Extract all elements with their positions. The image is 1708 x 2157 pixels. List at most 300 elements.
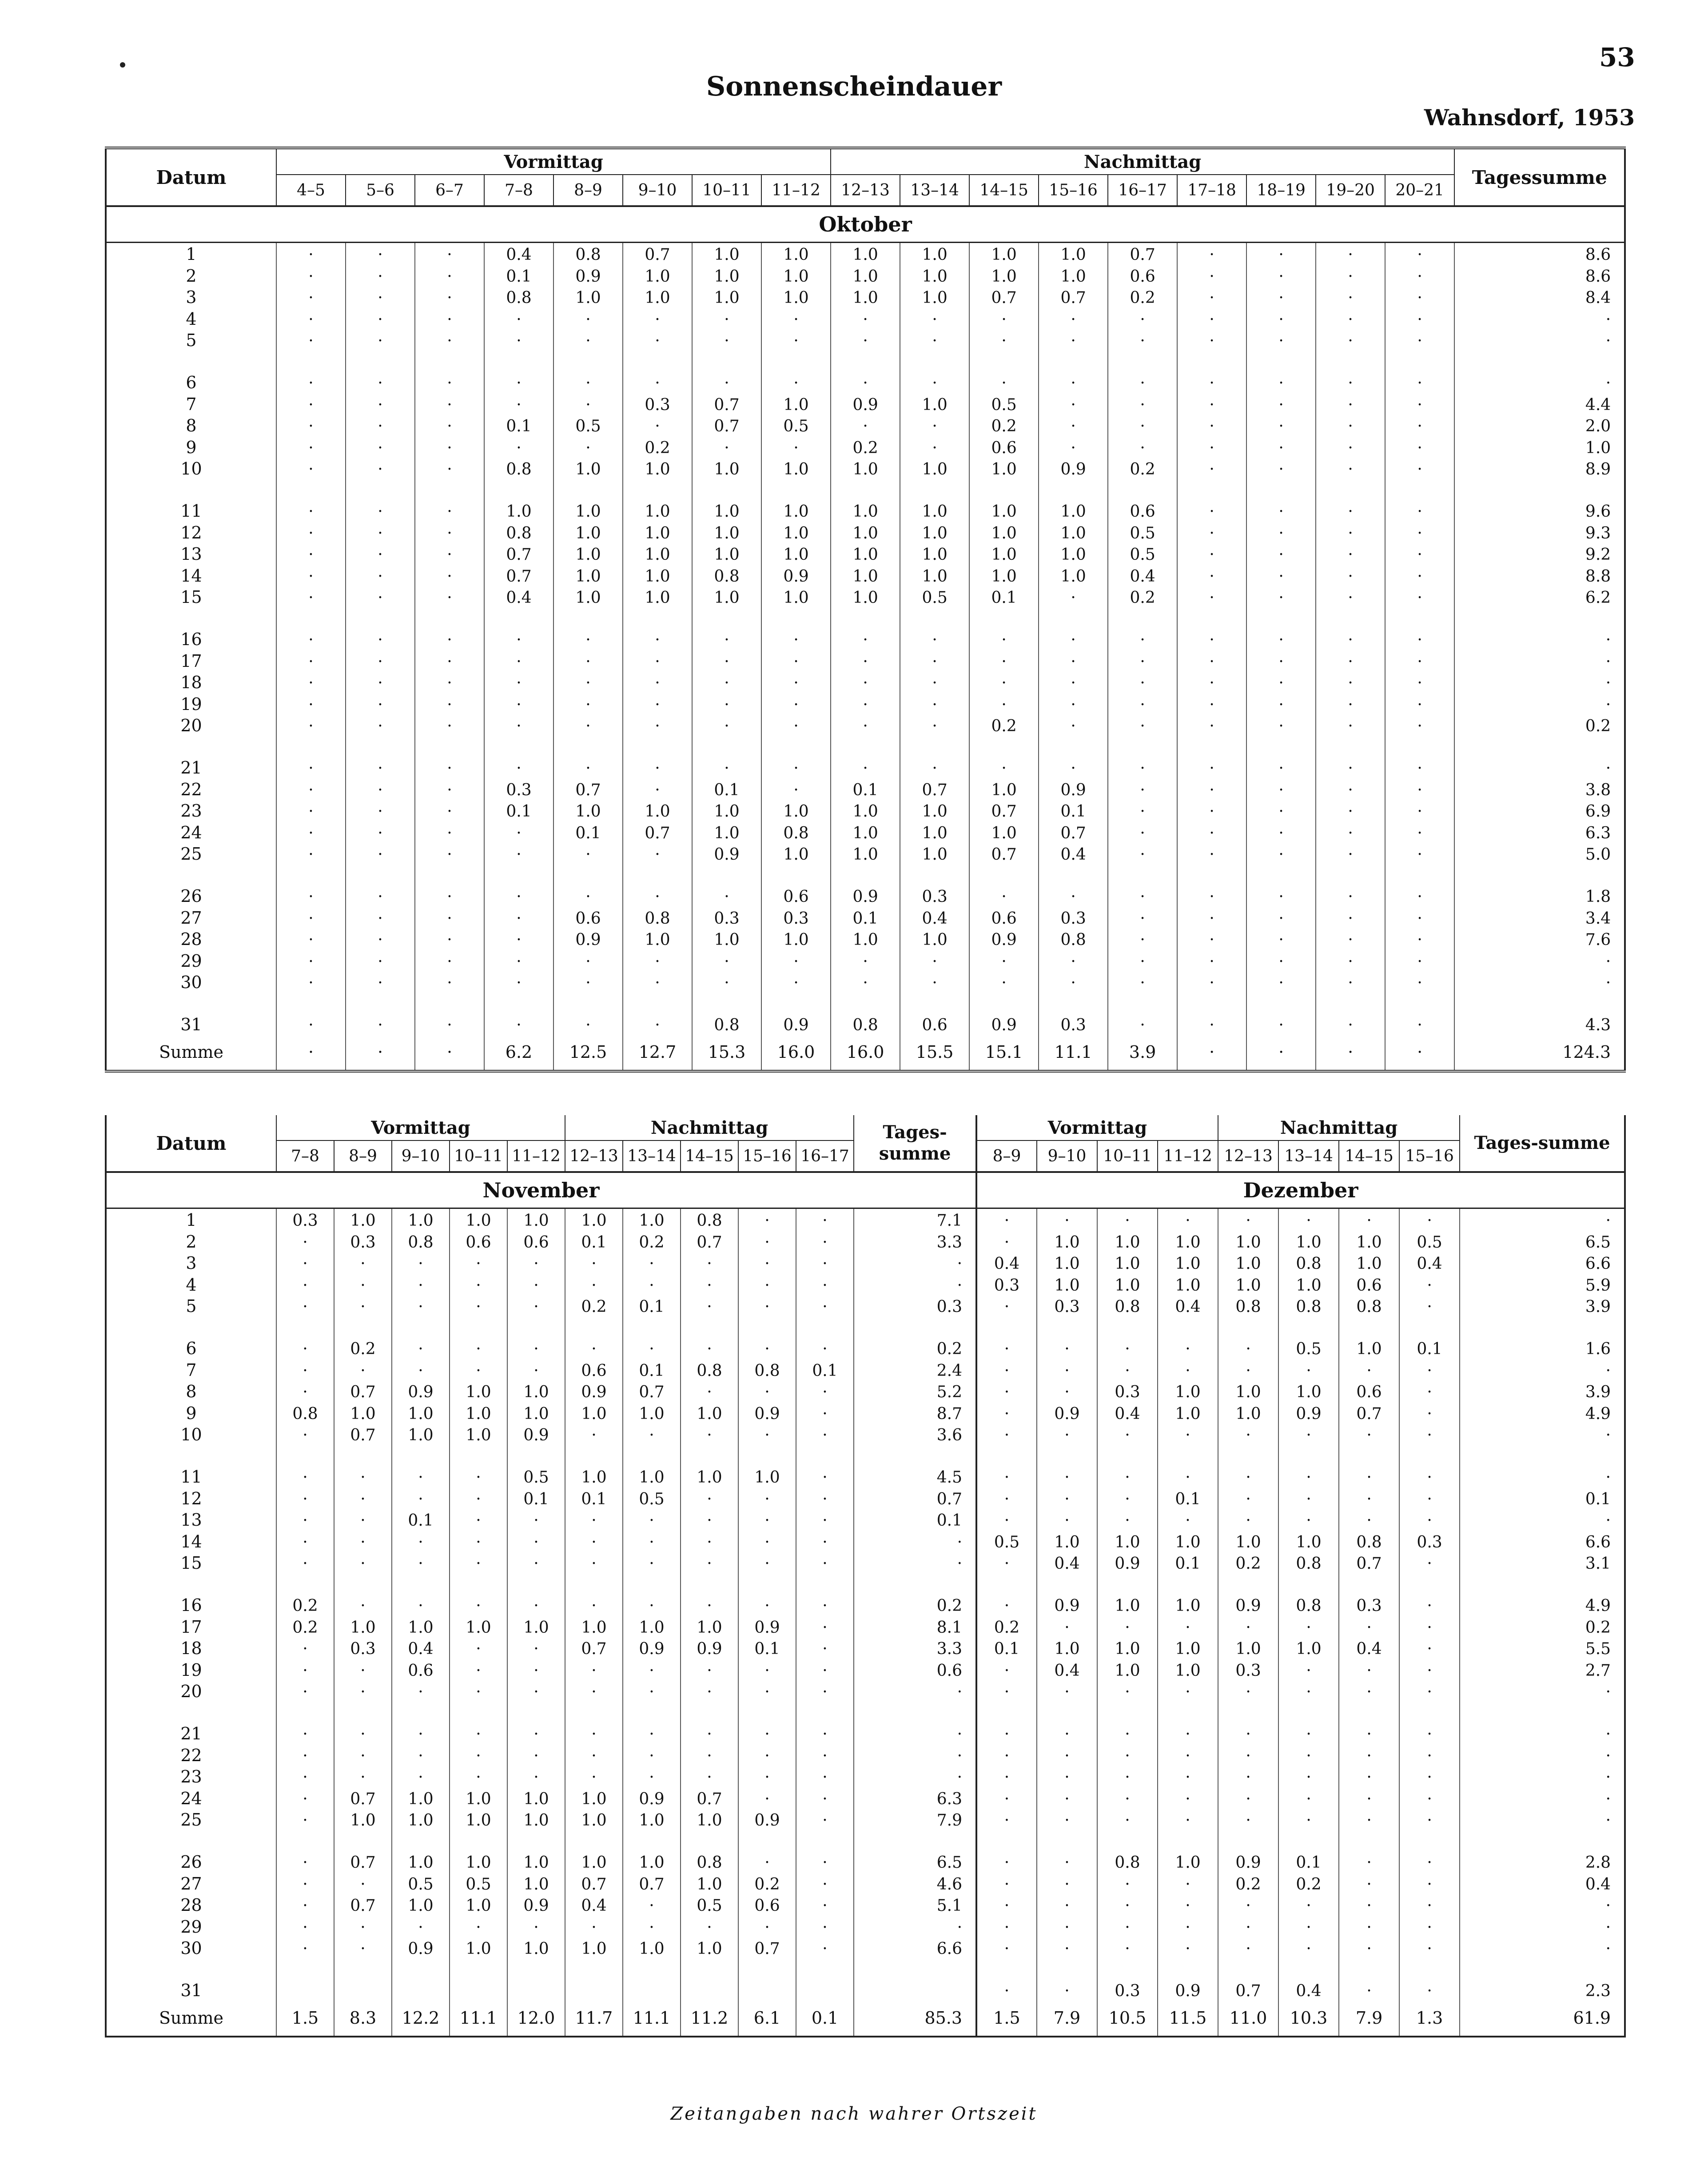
table-row xyxy=(976,1551,1625,1573)
hour-value-cell: 1.0 xyxy=(1339,1230,1399,1252)
hour-value-cell: · xyxy=(681,1530,738,1551)
hour-value-cell: 1.0 xyxy=(623,1444,681,1487)
hour-value-cell: · xyxy=(976,1423,1037,1445)
hour-value-cell: · xyxy=(450,1316,507,1358)
hour-value-cell: · xyxy=(1218,1508,1278,1530)
hour-value-cell: 1.0 xyxy=(623,457,692,479)
hour-value-cell: · xyxy=(1246,329,1316,351)
hour-value-cell: · xyxy=(681,1915,738,1937)
hour-value-cell: · xyxy=(415,542,484,564)
hour-value-cell: · xyxy=(415,414,484,436)
hour-value-cell: · xyxy=(1399,1701,1460,1743)
hour-column-header: 16–17 xyxy=(1108,175,1177,206)
hour-value-cell: 0.1 xyxy=(1039,799,1108,821)
hour-value-cell: · xyxy=(1316,243,1385,264)
table-row xyxy=(106,1316,976,1358)
hour-value-cell: 0.9 xyxy=(738,1808,796,1830)
hour-value-cell: 1.0 xyxy=(761,842,831,864)
day-total-cell: · xyxy=(957,1918,963,1937)
table-row xyxy=(976,1316,1625,1358)
hour-value-cell: 1.0 xyxy=(831,457,900,479)
hour-value-cell: · xyxy=(1316,928,1385,949)
hour-value-cell: 1.0 xyxy=(900,821,969,842)
hour-value-cell: · xyxy=(346,586,415,607)
hour-value-cell: · xyxy=(831,607,900,649)
hour-value-cell: 0.1 xyxy=(692,777,761,799)
hour-value-cell: · xyxy=(1316,906,1385,928)
month-label-dezember: Dezember xyxy=(976,1172,1625,1208)
hour-value-cell: · xyxy=(450,1658,507,1680)
date-cell: 6 xyxy=(106,350,276,392)
hour-value-cell: 0.7 xyxy=(623,1380,681,1402)
hour-value-cell: 1.0 xyxy=(507,1872,565,1894)
hour-value-cell: 1.0 xyxy=(1218,1530,1278,1551)
hour-value-cell: · xyxy=(761,671,831,693)
hour-value-cell: · xyxy=(1385,799,1454,821)
hour-value-cell: · xyxy=(276,992,346,1034)
hour-value-cell: 1.0 xyxy=(692,542,761,564)
hour-value-cell: · xyxy=(976,1508,1037,1530)
hour-value-cell: · xyxy=(484,821,553,842)
hour-value-cell: 0.2 xyxy=(276,1573,334,1615)
hour-value-cell: 1.0 xyxy=(681,1937,738,1958)
hour-value-cell: · xyxy=(1339,1915,1399,1937)
hour-value-cell: 1.0 xyxy=(1039,542,1108,564)
hour-value-cell: · xyxy=(415,243,484,264)
hour-column-header: 6–7 xyxy=(415,175,484,206)
hour-value-cell: 0.7 xyxy=(623,243,692,264)
hour-value-cell: · xyxy=(415,478,484,521)
hour-value-cell: · xyxy=(623,1423,681,1445)
hour-value-cell: 1.0 xyxy=(623,586,692,607)
table-row xyxy=(976,1658,1625,1680)
hour-value-cell: · xyxy=(1218,1358,1278,1380)
hour-value-cell: · xyxy=(623,1743,681,1765)
hour-value-cell: · xyxy=(796,1743,854,1765)
hour-value-cell: · xyxy=(1037,1316,1097,1358)
hour-value-cell: · xyxy=(1385,586,1454,607)
hour-value-cell: · xyxy=(976,1958,1037,2000)
hour-value-cell: · xyxy=(1339,1208,1399,1230)
hour-value-cell: · xyxy=(334,1915,392,1937)
hour-value-cell: · xyxy=(1177,542,1246,564)
hour-value-cell: · xyxy=(1316,286,1385,307)
hour-value-cell: · xyxy=(681,1680,738,1702)
hour-value-cell: · xyxy=(1108,735,1177,777)
hour-value-cell: 1.0 xyxy=(761,799,831,821)
hour-value-cell: 0.8 xyxy=(1339,1530,1399,1551)
hour-value-cell: 1.0 xyxy=(450,1380,507,1402)
day-total-cell: 5.9 xyxy=(1585,1276,1611,1295)
table-row xyxy=(106,329,1625,351)
table-row xyxy=(106,1573,976,1615)
hour-value-cell: · xyxy=(415,714,484,736)
hour-value-cell: 1.0 xyxy=(761,286,831,307)
hour-value-cell: 0.4 xyxy=(1339,1637,1399,1659)
hour-value-cell: 1.0 xyxy=(692,586,761,607)
hour-value-cell: 1.0 xyxy=(392,1830,450,1872)
hour-value-cell: 0.4 xyxy=(1108,564,1177,586)
hour-value-cell: · xyxy=(276,435,346,457)
table-row xyxy=(106,1551,976,1573)
hour-value-cell: · xyxy=(831,714,900,736)
hour-value-cell: · xyxy=(553,992,623,1034)
hour-sum-cell: 8.3 xyxy=(334,2000,392,2037)
hour-value-cell: · xyxy=(276,671,346,693)
hour-value-cell: · xyxy=(565,1273,623,1295)
hour-value-cell: 1.0 xyxy=(450,1423,507,1445)
hour-value-cell: · xyxy=(334,1765,392,1787)
table-row xyxy=(976,1637,1625,1659)
hour-value-cell: 0.8 xyxy=(1278,1252,1339,1273)
hour-value-cell: 0.8 xyxy=(761,821,831,842)
hour-value-cell: 0.7 xyxy=(681,1786,738,1808)
hour-value-cell: · xyxy=(1108,906,1177,928)
hour-value-cell: 0.3 xyxy=(976,1273,1037,1295)
hour-value-cell: · xyxy=(1039,392,1108,414)
hour-value-cell: · xyxy=(507,1530,565,1551)
hour-value-cell: · xyxy=(1339,1615,1399,1637)
date-cell: 21 xyxy=(106,1701,276,1743)
hour-value-cell: · xyxy=(831,414,900,436)
hour-value-cell: · xyxy=(276,1230,334,1252)
hour-value-cell: 1.0 xyxy=(565,1401,623,1423)
hour-value-cell: · xyxy=(276,1508,334,1530)
hour-value-cell: 0.5 xyxy=(976,1530,1037,1551)
hour-value-cell: · xyxy=(969,607,1039,649)
hour-value-cell: · xyxy=(1097,1872,1158,1894)
table-row xyxy=(976,1830,1625,1872)
hour-value-cell: 0.9 xyxy=(761,992,831,1034)
date-cell: 10 xyxy=(106,457,276,479)
hour-value-cell: · xyxy=(1246,714,1316,736)
hour-value-cell: 0.7 xyxy=(1108,243,1177,264)
day-total-cell: · xyxy=(1605,1426,1611,1445)
hour-value-cell: · xyxy=(450,1551,507,1573)
hour-value-cell: · xyxy=(796,1487,854,1508)
hour-value-cell: 1.0 xyxy=(1278,1530,1339,1551)
hour-value-cell: · xyxy=(681,1765,738,1787)
table-row xyxy=(106,1273,976,1295)
hour-value-cell: · xyxy=(692,607,761,649)
hour-value-cell: · xyxy=(623,307,692,329)
table-row xyxy=(106,1743,976,1765)
day-total-cell: 1.6 xyxy=(1585,1340,1611,1359)
hour-value-cell: · xyxy=(415,735,484,777)
hour-column-header: 18–19 xyxy=(1246,175,1316,206)
hour-value-cell: · xyxy=(1039,350,1108,392)
hour-value-cell: · xyxy=(415,842,484,864)
hour-value-cell: · xyxy=(346,928,415,949)
day-total-cell: · xyxy=(1605,1897,1611,1915)
day-total-cell: · xyxy=(1605,1940,1611,1958)
hour-value-cell: 0.4 xyxy=(1278,1958,1339,2000)
hour-value-cell: · xyxy=(415,821,484,842)
hour-value-cell: · xyxy=(507,1915,565,1937)
hour-value-cell: · xyxy=(1158,1786,1218,1808)
vormittag-header: Vormittag xyxy=(276,1115,565,1140)
hour-column-header: 20–21 xyxy=(1385,175,1454,206)
hour-value-cell: · xyxy=(1246,799,1316,821)
hour-sum-cell: · xyxy=(1246,1034,1316,1071)
hour-sum-cell: 11.1 xyxy=(623,2000,681,2037)
day-total-cell: 6.3 xyxy=(936,1790,963,1808)
day-total-cell: · xyxy=(1605,310,1611,329)
hour-value-cell: 1.0 xyxy=(1097,1230,1158,1252)
hour-value-cell: · xyxy=(681,1487,738,1508)
table-row xyxy=(976,1230,1625,1252)
hour-value-cell: 0.4 xyxy=(1158,1295,1218,1316)
hour-value-cell: · xyxy=(1316,307,1385,329)
hour-value-cell: · xyxy=(1108,607,1177,649)
hour-value-cell: · xyxy=(1158,1358,1218,1380)
hour-value-cell: 0.1 xyxy=(1278,1830,1339,1872)
hour-value-cell: · xyxy=(415,457,484,479)
date-cell: 8 xyxy=(106,1380,276,1402)
hour-value-cell: 0.3 xyxy=(692,906,761,928)
hour-value-cell: · xyxy=(415,521,484,542)
hour-value-cell: · xyxy=(276,928,346,949)
hour-value-cell: · xyxy=(969,671,1039,693)
hour-value-cell: 1.0 xyxy=(831,286,900,307)
hour-value-cell: · xyxy=(276,864,346,906)
hour-value-cell: · xyxy=(1246,243,1316,264)
hour-value-cell: · xyxy=(450,1273,507,1295)
hour-value-cell: · xyxy=(831,949,900,971)
hour-value-cell: · xyxy=(276,1743,334,1765)
hour-value-cell: · xyxy=(1339,1444,1399,1487)
hour-value-cell: · xyxy=(1037,1487,1097,1508)
hour-value-cell: · xyxy=(623,607,692,649)
hour-value-cell: 1.0 xyxy=(623,286,692,307)
day-total-cell: · xyxy=(1605,374,1611,393)
hour-column-header: 16–17 xyxy=(796,1140,854,1172)
hour-value-cell: 1.0 xyxy=(1158,1401,1218,1423)
table-row xyxy=(976,1743,1625,1765)
date-cell: 17 xyxy=(106,649,276,671)
hour-value-cell: · xyxy=(623,842,692,864)
hour-value-cell: 1.0 xyxy=(900,457,969,479)
day-total-cell: 8.6 xyxy=(1585,246,1611,264)
hour-value-cell: 0.8 xyxy=(484,521,553,542)
table-row xyxy=(106,521,1625,542)
table-row xyxy=(976,1444,1625,1487)
hour-value-cell xyxy=(738,1958,796,2000)
table-row xyxy=(976,1358,1625,1380)
hour-value-cell: · xyxy=(276,1444,334,1487)
table-row xyxy=(106,1358,976,1380)
hour-value-cell: · xyxy=(1177,777,1246,799)
hour-value-cell: · xyxy=(507,1508,565,1530)
hour-value-cell: · xyxy=(276,714,346,736)
hour-value-cell: 0.7 xyxy=(1039,286,1108,307)
hour-value-cell: 0.7 xyxy=(334,1380,392,1402)
date-cell: 5 xyxy=(106,329,276,351)
hour-value-cell: · xyxy=(976,1808,1037,1830)
hour-value-cell: 0.9 xyxy=(565,1380,623,1402)
hour-value-cell: · xyxy=(276,1273,334,1295)
hour-value-cell: · xyxy=(976,1937,1037,1958)
hour-value-cell: · xyxy=(1218,1894,1278,1915)
hour-value-cell: 1.0 xyxy=(507,1830,565,1872)
hour-value-cell: 0.6 xyxy=(565,1358,623,1380)
hour-value-cell: 0.4 xyxy=(1039,842,1108,864)
hour-value-cell: · xyxy=(507,1701,565,1743)
table-row xyxy=(976,1295,1625,1316)
hour-value-cell: · xyxy=(738,1316,796,1358)
hour-value-cell: · xyxy=(761,777,831,799)
tagessumme-header: Tages-summe xyxy=(1460,1115,1625,1172)
hour-value-cell: · xyxy=(1385,906,1454,928)
hour-value-cell: · xyxy=(346,392,415,414)
hour-value-cell: 1.0 xyxy=(1037,1252,1097,1273)
day-total-cell: · xyxy=(1605,1811,1611,1830)
hour-value-cell: 0.3 xyxy=(1218,1658,1278,1680)
hour-value-cell: · xyxy=(1246,906,1316,928)
hour-column-header: 8–9 xyxy=(334,1140,392,1172)
day-total-cell: 3.8 xyxy=(1585,781,1611,799)
hour-value-cell: 0.8 xyxy=(681,1208,738,1230)
hour-value-cell: · xyxy=(1385,542,1454,564)
hour-value-cell: 0.2 xyxy=(565,1295,623,1316)
date-cell: 19 xyxy=(106,1658,276,1680)
hour-value-cell: 0.6 xyxy=(553,906,623,928)
hour-value-cell: · xyxy=(346,607,415,649)
hour-value-cell: · xyxy=(276,1915,334,1937)
table-row xyxy=(976,1872,1625,1894)
hour-value-cell: 1.0 xyxy=(1097,1273,1158,1295)
hour-value-cell: · xyxy=(761,735,831,777)
hour-value-cell: · xyxy=(1316,392,1385,414)
hour-value-cell: 0.6 xyxy=(738,1894,796,1915)
hour-value-cell: · xyxy=(1039,329,1108,351)
hour-value-cell: · xyxy=(1097,1701,1158,1743)
hour-value-cell: · xyxy=(738,1530,796,1551)
date-cell: 2 xyxy=(106,1230,276,1252)
date-cell: 15 xyxy=(106,586,276,607)
table-row xyxy=(106,1958,976,2000)
hour-value-cell: · xyxy=(392,1316,450,1358)
hour-value-cell: · xyxy=(1339,1358,1399,1380)
hour-value-cell: · xyxy=(1037,1958,1097,2000)
hour-value-cell: 1.0 xyxy=(900,521,969,542)
hour-value-cell: · xyxy=(1177,971,1246,993)
hour-value-cell: · xyxy=(1037,1743,1097,1765)
hour-value-cell: · xyxy=(1385,243,1454,264)
table-row xyxy=(106,1830,976,1872)
hour-value-cell: · xyxy=(1399,1295,1460,1316)
hour-value-cell: · xyxy=(1399,1380,1460,1402)
hour-value-cell: · xyxy=(276,243,346,264)
hour-value-cell: · xyxy=(1108,799,1177,821)
hour-value-cell: · xyxy=(1399,1508,1460,1530)
hour-value-cell: · xyxy=(346,842,415,864)
date-cell: 31 xyxy=(106,992,276,1034)
hour-value-cell: · xyxy=(1246,457,1316,479)
hour-value-cell: · xyxy=(346,414,415,436)
hour-value-cell: 1.0 xyxy=(969,243,1039,264)
hour-value-cell xyxy=(276,1958,334,2000)
table-row xyxy=(106,906,1625,928)
oktober-table xyxy=(105,147,1626,1073)
hour-value-cell: · xyxy=(334,1573,392,1615)
hour-value-cell: · xyxy=(900,735,969,777)
hour-value-cell: · xyxy=(450,1701,507,1743)
hour-value-cell: · xyxy=(976,1295,1037,1316)
hour-value-cell: · xyxy=(1246,864,1316,906)
hour-value-cell: · xyxy=(415,864,484,906)
hour-value-cell: · xyxy=(1177,457,1246,479)
hour-value-cell: · xyxy=(1158,1316,1218,1358)
hour-value-cell: · xyxy=(900,692,969,714)
hour-value-cell: 1.0 xyxy=(692,928,761,949)
hour-value-cell: · xyxy=(450,1508,507,1530)
hour-sum-cell: 7.9 xyxy=(1339,2000,1399,2037)
hour-value-cell: · xyxy=(1339,1894,1399,1915)
hour-value-cell: · xyxy=(507,1573,565,1615)
hour-value-cell: · xyxy=(1316,971,1385,993)
hour-value-cell: · xyxy=(1037,1894,1097,1915)
hour-value-cell: · xyxy=(1399,1765,1460,1787)
hour-value-cell: · xyxy=(1385,392,1454,414)
hour-value-cell: 0.4 xyxy=(1037,1551,1097,1573)
day-total-cell: 0.2 xyxy=(1585,1618,1611,1637)
day-total-cell: 2.0 xyxy=(1585,417,1611,436)
hour-value-cell: · xyxy=(1218,1615,1278,1637)
hour-value-cell: · xyxy=(392,1530,450,1551)
hour-value-cell: · xyxy=(1246,949,1316,971)
hour-value-cell: 1.0 xyxy=(623,1401,681,1423)
hour-value-cell: 0.6 xyxy=(969,906,1039,928)
hour-value-cell: · xyxy=(1385,777,1454,799)
hour-value-cell: · xyxy=(1177,992,1246,1034)
hour-value-cell: · xyxy=(761,329,831,351)
hour-value-cell: · xyxy=(1158,1423,1218,1445)
hour-value-cell: · xyxy=(1108,392,1177,414)
hour-value-cell: · xyxy=(692,692,761,714)
date-cell: 3 xyxy=(106,286,276,307)
hour-value-cell: 0.2 xyxy=(1108,457,1177,479)
hour-value-cell: · xyxy=(565,1915,623,1937)
hour-value-cell: · xyxy=(415,692,484,714)
hour-value-cell: 0.7 xyxy=(553,777,623,799)
hour-value-cell: · xyxy=(276,1658,334,1680)
hour-value-cell: 0.8 xyxy=(831,992,900,1034)
page-number: 53 xyxy=(1599,42,1635,72)
hour-value-cell: 1.0 xyxy=(1158,1573,1218,1615)
hour-value-cell: 1.0 xyxy=(900,842,969,864)
hour-value-cell: · xyxy=(1218,1423,1278,1445)
hour-value-cell: · xyxy=(1385,714,1454,736)
hour-value-cell: · xyxy=(1108,992,1177,1034)
hour-value-cell: 0.4 xyxy=(976,1252,1037,1273)
hour-value-cell: · xyxy=(976,1658,1037,1680)
day-total-cell: 3.6 xyxy=(936,1426,963,1445)
hour-value-cell: · xyxy=(1097,1358,1158,1380)
hour-value-cell: · xyxy=(334,1680,392,1702)
hour-sum-cell: 6.1 xyxy=(738,2000,796,2037)
hour-value-cell: 0.9 xyxy=(1218,1573,1278,1615)
hour-value-cell: · xyxy=(1385,692,1454,714)
hour-value-cell: · xyxy=(1278,1743,1339,1765)
table-row xyxy=(976,1765,1625,1787)
hour-value-cell: · xyxy=(1399,1872,1460,1894)
hour-value-cell: 1.0 xyxy=(565,1615,623,1637)
hour-value-cell: · xyxy=(1039,607,1108,649)
hour-value-cell: · xyxy=(796,1786,854,1808)
hour-value-cell: 1.0 xyxy=(623,928,692,949)
hour-value-cell: · xyxy=(1037,1830,1097,1872)
